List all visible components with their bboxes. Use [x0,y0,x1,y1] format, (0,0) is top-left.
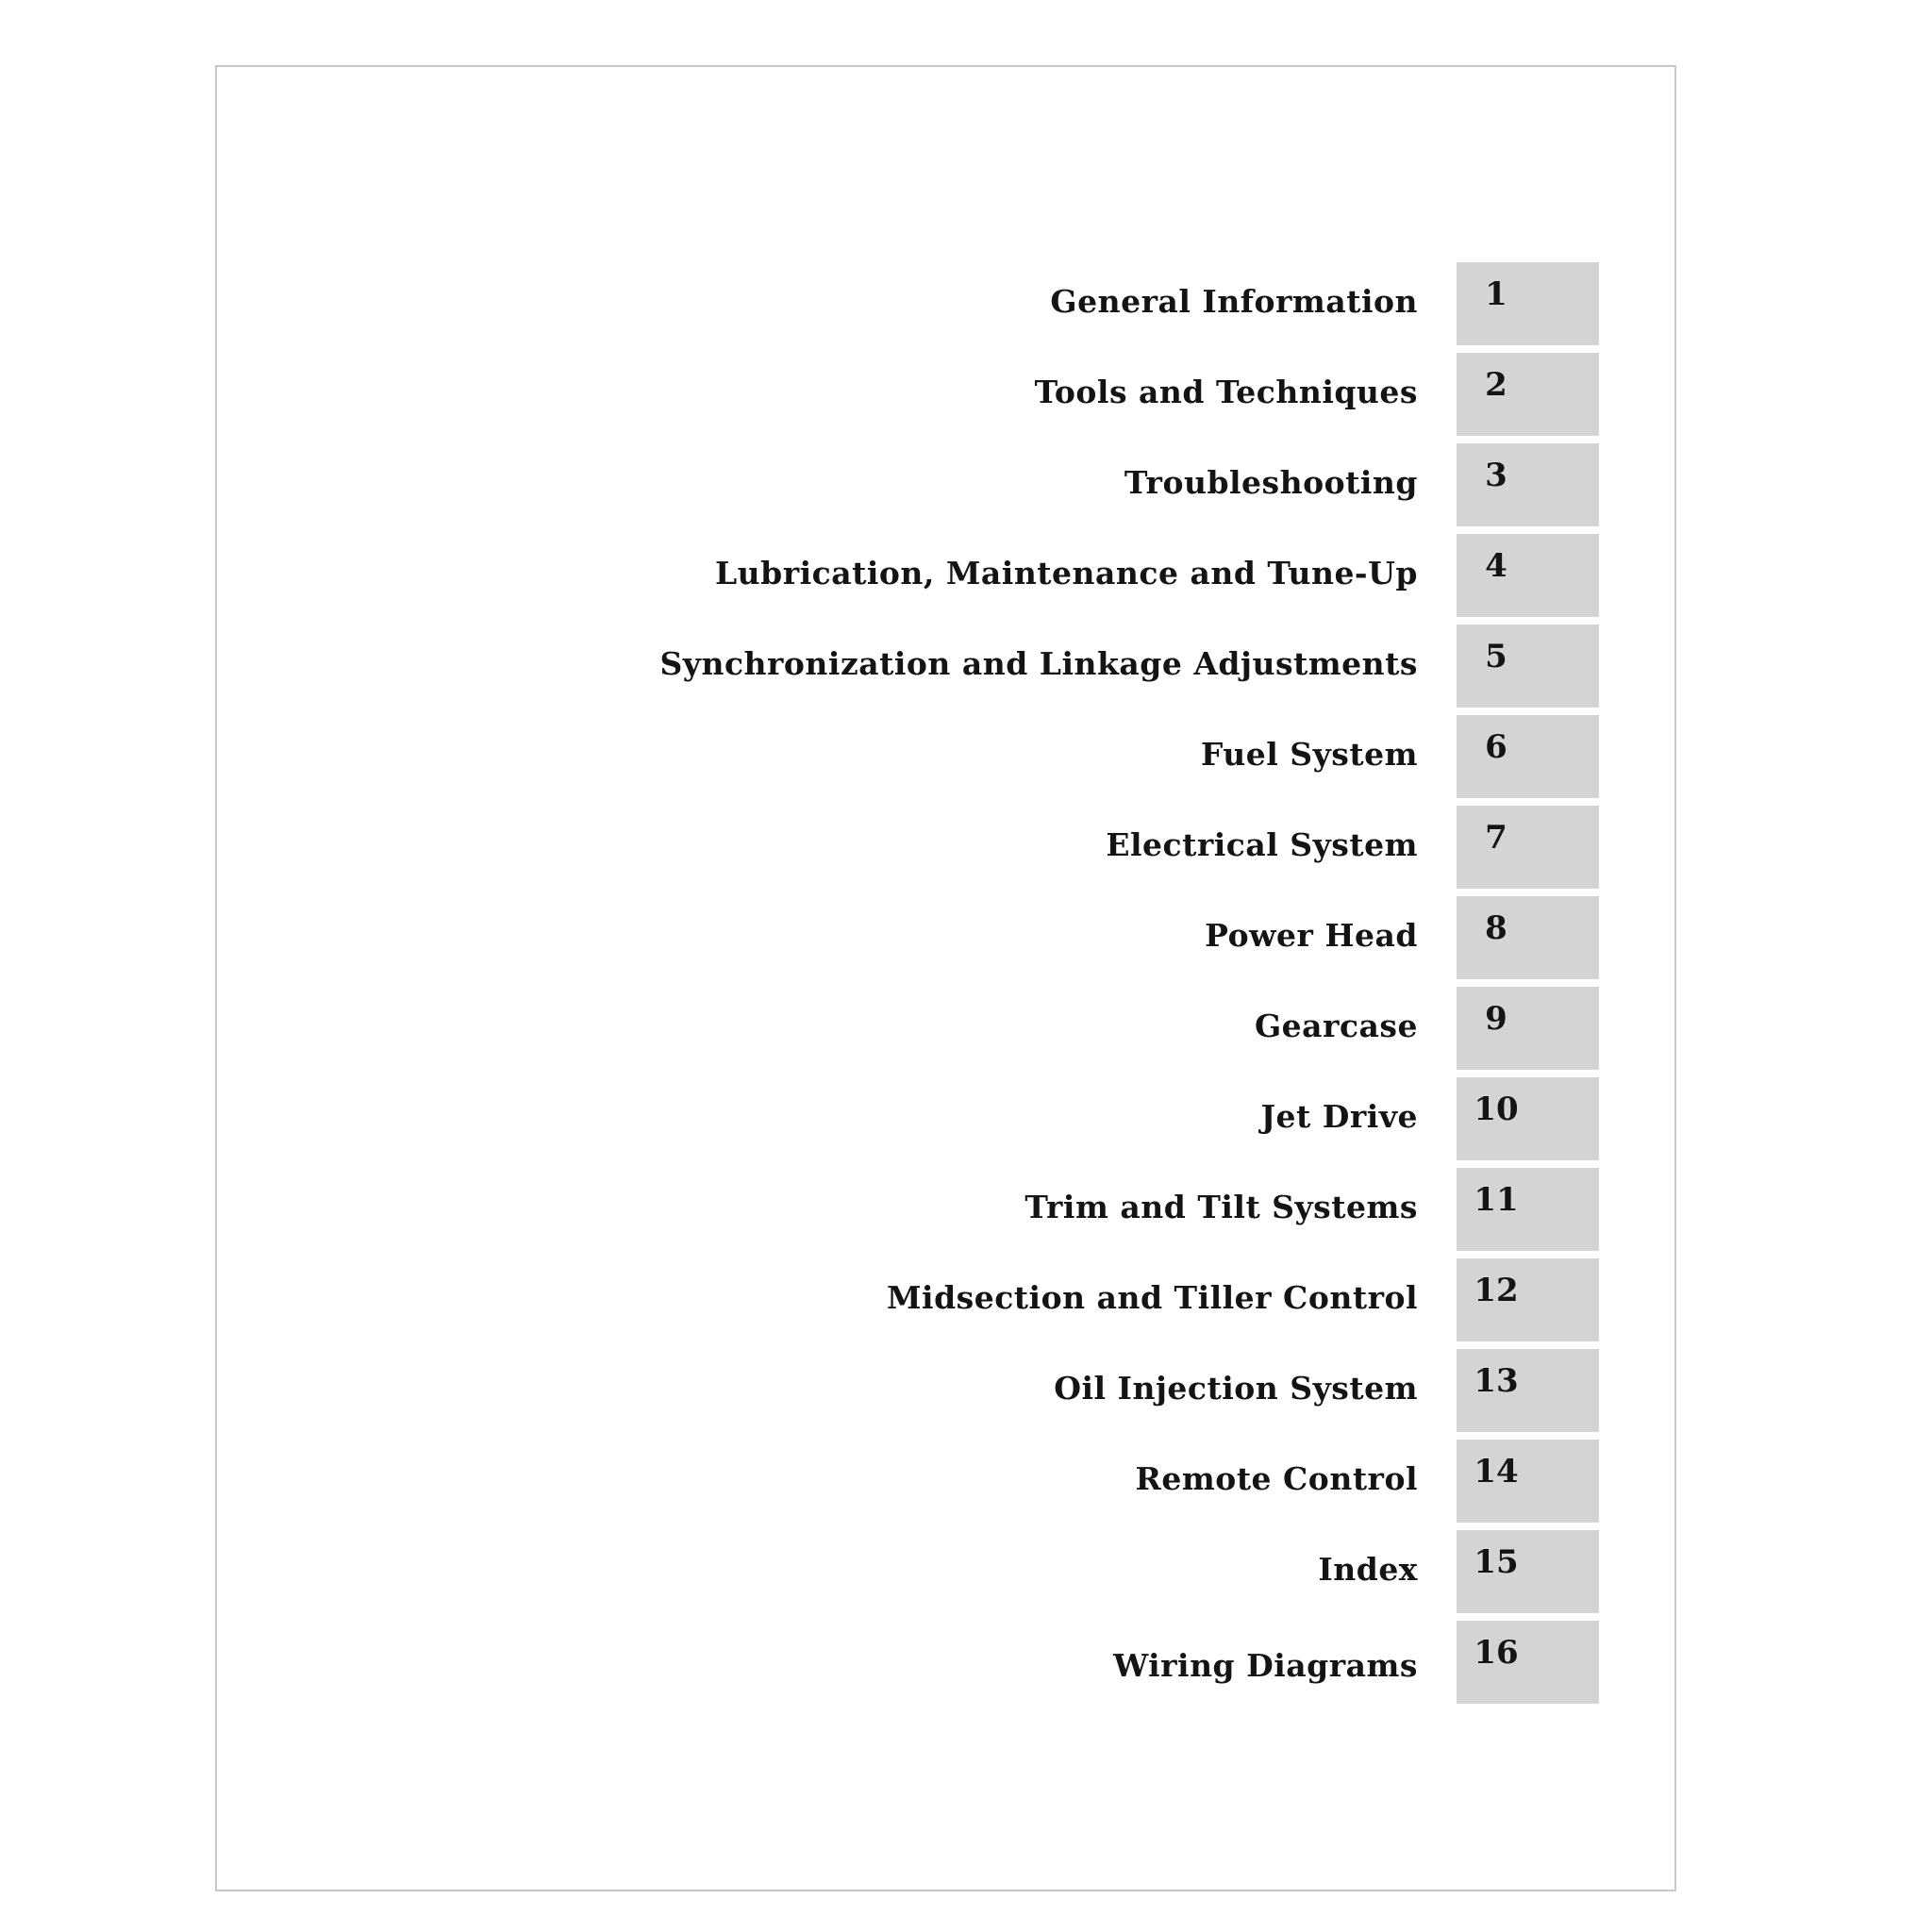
chapter-tab[interactable] [1457,1077,1599,1160]
chapter-title: General Information [1050,283,1418,320]
chapter-tab[interactable] [1457,262,1599,345]
toc-row[interactable] [0,1530,1932,1613]
toc-row[interactable] [0,625,1932,708]
chapter-tab[interactable] [1457,1258,1599,1341]
toc-row[interactable] [0,1440,1932,1523]
toc-row[interactable] [0,1349,1932,1432]
chapter-number: 12 [1474,1272,1519,1309]
chapter-title: Gearcase [1255,1008,1418,1044]
chapter-title: Index [1318,1551,1418,1588]
chapter-number: 4 [1485,547,1507,585]
chapter-title: Synchronization and Linkage Adjustments [659,645,1418,682]
chapter-number: 10 [1474,1091,1519,1128]
chapter-title: Wiring Diagrams [1113,1647,1418,1684]
chapter-number: 15 [1474,1543,1519,1581]
chapter-title: Trim and Tilt Systems [1024,1189,1418,1225]
chapter-title: Lubrication, Maintenance and Tune-Up [714,555,1418,591]
chapter-tab[interactable] [1457,987,1599,1070]
chapter-tab[interactable] [1457,1621,1599,1704]
chapter-tab[interactable] [1457,806,1599,889]
chapter-number: 8 [1485,909,1507,947]
toc-row[interactable] [0,806,1932,889]
chapter-tab[interactable] [1457,1530,1599,1613]
chapter-title: Midsection and Tiller Control [887,1279,1418,1316]
toc-row[interactable] [0,443,1932,526]
toc-row[interactable] [0,715,1932,798]
chapter-title: Troubleshooting [1124,464,1418,501]
chapter-number: 13 [1474,1362,1519,1400]
toc-row[interactable] [0,1621,1932,1704]
chapter-tab[interactable] [1457,1349,1599,1432]
chapter-number: 14 [1474,1453,1519,1491]
chapter-title: Tools and Techniques [1034,374,1418,410]
chapter-number: 11 [1474,1181,1519,1219]
toc-row[interactable] [0,1077,1932,1160]
chapter-title: Power Head [1205,917,1418,954]
chapter-tab[interactable] [1457,443,1599,526]
chapter-tab[interactable] [1457,896,1599,979]
chapter-number: 3 [1485,457,1507,494]
chapter-number: 16 [1474,1634,1519,1672]
chapter-number: 9 [1485,1000,1507,1038]
toc-row[interactable] [0,987,1932,1070]
chapter-title: Jet Drive [1260,1098,1418,1135]
chapter-tab[interactable] [1457,1440,1599,1523]
chapter-number: 5 [1485,638,1507,675]
chapter-tab[interactable] [1457,353,1599,436]
chapter-title: Electrical System [1106,826,1418,863]
chapter-number: 2 [1485,366,1507,404]
chapter-number: 6 [1485,728,1507,766]
toc-row[interactable] [0,262,1932,345]
chapter-number: 1 [1485,275,1507,313]
toc-row[interactable] [0,896,1932,979]
chapter-tab[interactable] [1457,1168,1599,1251]
chapter-tab[interactable] [1457,625,1599,708]
chapter-tab[interactable] [1457,534,1599,617]
toc-row[interactable] [0,1258,1932,1341]
chapter-number: 7 [1485,819,1507,857]
toc-row[interactable] [0,1168,1932,1251]
toc-row[interactable] [0,353,1932,436]
chapter-tab[interactable] [1457,715,1599,798]
chapter-title: Remote Control [1135,1460,1418,1497]
chapter-title: Oil Injection System [1054,1370,1418,1407]
chapter-title: Fuel System [1200,736,1418,773]
toc-row[interactable] [0,534,1932,617]
